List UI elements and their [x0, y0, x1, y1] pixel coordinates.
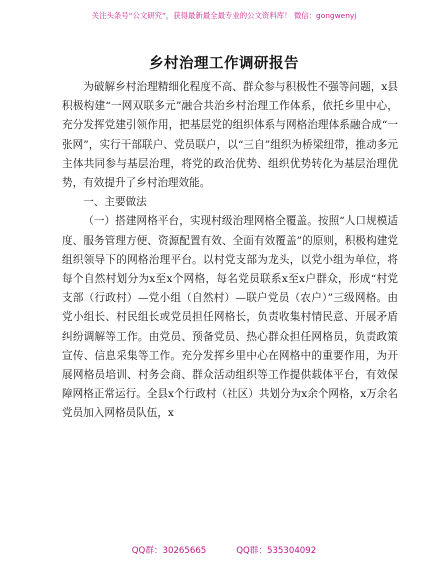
footer-qq-group-2: QQ群：535304092 [236, 546, 317, 556]
footer [0, 544, 448, 556]
footer-qq-group-1: QQ群：30265665 [131, 546, 207, 556]
document-title: 乡村治理工作调研报告 [149, 56, 299, 72]
paragraph-intro: 为破解乡村治理精细化程度不高、群众参与积极性不强等问题，x县积极构建“一网双联多元”融合共治乡村治理工作体系，依托乡里中心，充分发挥党建引领作用，把基层党的组织体系与网格治理体系融合成“一张网”，实行干部联户、党员联户，以“三自”组织为桥梁纽带，推动多元主体共同参与基层治理，将党的政治优势、组织优势转化为基层治理优势，有效提升了乡村治理效能。 [62, 81, 398, 190]
paragraph-section-1: （一）搭建网格平台，实现村级治理网格全覆盖。按照“人口规模适度、服务管理方便、资源配置有效、全面有效覆盖”的原则，积极构建党组织领导下的网格治理平台。以村党支部为龙头，以党小组为单位，将每个自然村划分为x至x个网格，每名党员联系x至x户群众，形成“村党支部（行政村）—党小组（自然村）—联户党员（农户）”三级网格。由党小组长、村民组长或党员担任网格长，负责收集村情民意、开展矛盾纠纷调解等工作。由党员、预备党员、热心群众担任网格员，负责政策宣传、信息采集等工作。充分发挥乡里中心在网格中的重要作用，为开展网格员培训、村务会商、群众活动组织等工作提供载体平台，有效保障网格正常运行。全县x个行政村（社区）共划分为x余个网格，x万余名党员加入网格员队伍，x [62, 215, 398, 420]
section-heading: 一、主要做法 [83, 196, 147, 209]
top-notice: 关注头条号“公文研究”，获得最新最全最专业的公文资料库！ 微信：gongwenyj [91, 11, 357, 20]
document-body [62, 78, 398, 424]
